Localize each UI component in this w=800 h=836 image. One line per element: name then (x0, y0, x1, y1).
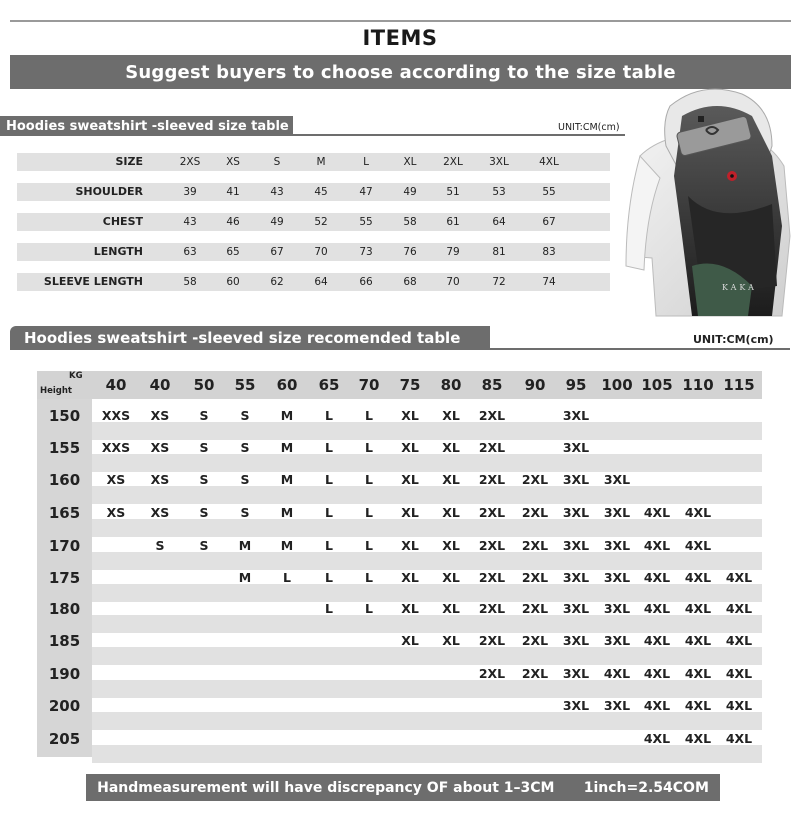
height-value: 165 (48, 504, 81, 522)
recommend-size-cell: L (365, 472, 373, 487)
recommend-size-cell: 2XL (521, 472, 549, 487)
recommend-size-cell: 3XL (603, 570, 631, 585)
recommend-size-cell: L (325, 570, 333, 585)
recommend-size-cell: XXS (101, 440, 131, 455)
size-row-label: SIZE (115, 155, 143, 168)
recommend-row-band (92, 422, 762, 440)
recommend-size-cell: M (280, 408, 294, 423)
weight-header-cell: 40 (105, 376, 127, 394)
height-label: Height (40, 386, 72, 396)
height-value: 190 (48, 665, 81, 683)
recommend-size-cell: 3XL (562, 666, 590, 681)
size-row-label: LENGTH (93, 245, 143, 258)
recommend-size-cell: XL (442, 633, 460, 648)
recommend-size-cell: 3XL (562, 538, 590, 553)
recommend-size-cell: XL (401, 538, 419, 553)
size-table-cell: 62 (270, 276, 284, 288)
recommend-size-cell: 4XL (725, 698, 753, 713)
recommend-size-cell: 2XL (521, 666, 549, 681)
footer-note: Handmeasurement will have discrepancy OF about 1–3CM (97, 779, 555, 796)
size-table-cell: 43 (270, 186, 284, 198)
recommend-size-cell: 3XL (562, 601, 590, 616)
recommend-row-band (92, 647, 762, 665)
recommend-size-cell: XXS (101, 408, 131, 423)
recommend-size-cell: 2XL (521, 570, 549, 585)
recommend-size-cell: XL (442, 440, 460, 455)
recommend-size-cell: S (199, 408, 209, 423)
size-table-cell: 72 (492, 276, 506, 288)
height-value: 200 (48, 697, 81, 715)
height-value: 150 (48, 407, 81, 425)
recommend-size-cell: 4XL (684, 698, 712, 713)
size-table-cell: 60 (226, 276, 240, 288)
hoodie-illustration (622, 86, 792, 318)
footer-note-banner (86, 774, 720, 801)
recommend-size-cell: L (365, 601, 373, 616)
recommend-size-cell: L (365, 505, 373, 520)
weight-header-cell: 40 (149, 376, 171, 394)
recommend-size-cell: 4XL (684, 570, 712, 585)
weight-header-cell: 60 (276, 376, 298, 394)
weight-header-cell: 90 (524, 376, 546, 394)
recommend-size-cell: XS (150, 440, 170, 455)
size-table-cell: 55 (359, 216, 373, 228)
recommend-size-cell: M (280, 538, 294, 553)
recommend-size-cell: L (365, 538, 373, 553)
size-table-cell: 2XS (179, 156, 201, 168)
recommend-size-cell: 2XL (478, 601, 506, 616)
size-table-cell: 45 (314, 186, 328, 198)
recommend-size-cell: S (199, 505, 209, 520)
size-table-cell: 74 (542, 276, 556, 288)
recommend-size-cell: XL (401, 601, 419, 616)
recommend-size-cell: 3XL (562, 570, 590, 585)
top-divider (10, 20, 791, 22)
recommend-size-cell: S (240, 472, 250, 487)
recommend-size-cell: 2XL (521, 601, 549, 616)
recommend-size-cell: S (199, 538, 209, 553)
size-table-cell: 39 (183, 186, 197, 198)
size-table-cell: 70 (314, 246, 328, 258)
recommend-row-band (92, 486, 762, 504)
recommend-size-cell: XL (401, 505, 419, 520)
size-table-cell: 83 (542, 246, 556, 258)
recommend-row-band (92, 745, 762, 763)
recommend-size-cell: 4XL (603, 666, 631, 681)
page-title: ITEMS (362, 26, 438, 50)
recommend-size-cell: 2XL (478, 408, 506, 423)
weight-header-cell: 50 (193, 376, 215, 394)
recommend-size-cell: XL (401, 633, 419, 648)
weight-header-cell: 95 (565, 376, 587, 394)
recommend-row-band (92, 712, 762, 730)
size-table-cell: 2XL (443, 156, 463, 168)
size-table-cell: 53 (492, 186, 506, 198)
recommend-size-cell: S (240, 408, 250, 423)
size-table-row (17, 213, 610, 231)
size-table-cell: 3XL (489, 156, 509, 168)
size-table-row (17, 153, 610, 171)
hoodie-print-text: KAKA (722, 283, 757, 292)
size-table-row (17, 243, 610, 261)
recommend-size-cell: 4XL (725, 570, 753, 585)
size-table-cell: 49 (270, 216, 284, 228)
recommend-size-cell: 4XL (643, 698, 671, 713)
recommend-size-cell: 3XL (603, 698, 631, 713)
recommend-size-cell: 3XL (562, 698, 590, 713)
recommend-size-cell: 3XL (603, 538, 631, 553)
footer-conversion: 1inch=2.54COM (583, 779, 709, 796)
size-table-cell: 70 (446, 276, 460, 288)
recommend-size-cell: L (365, 408, 373, 423)
recommend-size-cell: 4XL (725, 731, 753, 746)
recommend-size-cell: 4XL (684, 731, 712, 746)
recommend-size-cell: L (325, 505, 333, 520)
size-table-cell: 67 (270, 246, 284, 258)
size-table-cell: S (273, 156, 281, 168)
recommend-size-cell: XS (150, 472, 170, 487)
recommend-row-band (92, 552, 762, 570)
size-table-cell: 67 (542, 216, 556, 228)
weight-header-cell: 55 (234, 376, 256, 394)
size-table-row (17, 273, 610, 291)
recommend-size-cell: 4XL (643, 666, 671, 681)
size-row-label: SLEEVE LENGTH (43, 275, 143, 288)
size-table-title-text: Hoodies sweatshirt -sleeved size table (6, 118, 289, 134)
recommend-size-cell: L (325, 408, 333, 423)
weight-header-cell: 80 (440, 376, 462, 394)
recommend-size-cell: 4XL (684, 601, 712, 616)
recommend-table-unit: UNIT:CM(cm) (693, 333, 774, 346)
recommend-size-cell: L (325, 601, 333, 616)
size-table-cell: M (316, 156, 326, 168)
size-row-label: CHEST (102, 215, 143, 228)
recommend-size-cell: 2XL (478, 538, 506, 553)
recommend-size-cell: L (365, 570, 373, 585)
recommend-size-cell: 3XL (562, 472, 590, 487)
recommend-size-cell: 4XL (684, 538, 712, 553)
size-table-cell: 46 (226, 216, 240, 228)
recommend-size-cell: 4XL (684, 666, 712, 681)
recommend-size-cell: L (283, 570, 291, 585)
recommend-size-cell: 2XL (521, 505, 549, 520)
size-table-cell: XS (226, 156, 240, 168)
recommend-size-cell: XL (442, 570, 460, 585)
recommend-size-cell: S (240, 505, 250, 520)
recommend-size-cell: 2XL (478, 472, 506, 487)
recommend-size-cell: L (325, 538, 333, 553)
recommend-size-cell: 4XL (643, 538, 671, 553)
size-table-cell: 65 (226, 246, 240, 258)
recommend-row-band (92, 584, 762, 602)
recommend-size-cell: 2XL (521, 633, 549, 648)
size-table-cell: 41 (226, 186, 240, 198)
size-table-title (0, 116, 293, 136)
recommend-row-band (92, 454, 762, 472)
size-table-cell: 81 (492, 246, 506, 258)
recommend-size-cell: 3XL (603, 505, 631, 520)
recommend-size-cell: 4XL (643, 731, 671, 746)
recommend-size-cell: S (155, 538, 165, 553)
recommend-size-cell: XL (442, 408, 460, 423)
recommend-size-cell: XS (106, 472, 126, 487)
kg-label: KG (69, 371, 83, 381)
subtitle-banner (10, 55, 791, 89)
recommend-size-cell: 2XL (478, 570, 506, 585)
recommend-size-cell: 3XL (562, 440, 590, 455)
weight-header-cell: 75 (399, 376, 421, 394)
recommend-size-cell: XL (401, 408, 419, 423)
recommend-row-band (92, 680, 762, 698)
recommend-size-cell: 2XL (478, 666, 506, 681)
recommend-size-cell: 4XL (725, 666, 753, 681)
size-table-cell: 73 (359, 246, 373, 258)
size-table-cell: 64 (492, 216, 506, 228)
size-table-cell: 79 (446, 246, 460, 258)
recommend-size-cell: 4XL (643, 633, 671, 648)
size-table-cell: 68 (403, 276, 417, 288)
height-value: 185 (48, 632, 81, 650)
height-value: 175 (48, 569, 81, 587)
height-value: 170 (48, 537, 81, 555)
recommend-table-title (10, 326, 490, 350)
recommend-size-cell: XS (150, 505, 170, 520)
size-table-cell: 52 (314, 216, 328, 228)
size-table-cell: 58 (403, 216, 417, 228)
size-table-cell: XL (403, 156, 417, 168)
height-value: 160 (48, 471, 81, 489)
weight-header-cell: 110 (682, 376, 714, 394)
recommend-size-cell: 2XL (521, 538, 549, 553)
recommend-size-cell: 3XL (562, 408, 590, 423)
recommend-size-cell: 4XL (684, 633, 712, 648)
recommend-size-cell: 4XL (684, 505, 712, 520)
recommend-size-cell: 4XL (643, 570, 671, 585)
recommend-table-title-text: Hoodies sweatshirt -sleeved size recomended table (24, 329, 461, 347)
recommend-size-cell: XS (150, 408, 170, 423)
weight-header-cell: 105 (641, 376, 673, 394)
size-table-title-line (293, 134, 625, 136)
recommend-size-cell: L (365, 440, 373, 455)
recommend-size-cell: 4XL (643, 601, 671, 616)
size-row-label: SHOULDER (75, 185, 143, 198)
recommend-size-cell: 3XL (562, 633, 590, 648)
recommend-size-cell: 2XL (478, 633, 506, 648)
recommend-size-cell: 2XL (478, 505, 506, 520)
recommend-table-title-line (490, 348, 790, 350)
recommend-size-cell: 3XL (603, 601, 631, 616)
recommend-size-cell: XL (401, 570, 419, 585)
recommend-row-band (92, 519, 762, 537)
size-table-cell: 61 (446, 216, 460, 228)
recommend-size-cell: M (238, 570, 252, 585)
recommend-size-cell: S (240, 440, 250, 455)
size-table-unit: UNIT:CM(cm) (558, 122, 620, 133)
recommend-size-cell: 2XL (478, 440, 506, 455)
size-table-cell: 43 (183, 216, 197, 228)
recommend-size-cell: 4XL (643, 505, 671, 520)
weight-header-cell: 70 (358, 376, 380, 394)
recommend-size-cell: S (199, 440, 209, 455)
size-table-cell: 47 (359, 186, 373, 198)
height-value: 155 (48, 439, 81, 457)
recommend-size-cell: 3XL (603, 633, 631, 648)
height-value: 205 (48, 730, 81, 748)
recommend-size-cell: M (280, 505, 294, 520)
recommend-size-cell: M (280, 472, 294, 487)
recommend-size-cell: XL (442, 505, 460, 520)
weight-header-cell: 65 (318, 376, 340, 394)
hoodie-product-image (622, 86, 792, 318)
recommend-size-cell: 3XL (562, 505, 590, 520)
recommend-size-cell: XL (401, 472, 419, 487)
recommend-size-cell: L (325, 440, 333, 455)
recommend-size-cell: XL (401, 440, 419, 455)
size-table-row (17, 183, 610, 201)
size-table-cell: 51 (446, 186, 460, 198)
height-value: 180 (48, 600, 81, 618)
recommend-size-cell: S (199, 472, 209, 487)
size-table-cell: 4XL (539, 156, 559, 168)
weight-header-cell: 100 (601, 376, 633, 394)
recommend-size-cell: 4XL (725, 601, 753, 616)
recommend-size-cell: M (280, 440, 294, 455)
size-table-cell: 58 (183, 276, 197, 288)
size-table-cell: 76 (403, 246, 417, 258)
size-table-cell: 55 (542, 186, 556, 198)
size-table-cell: 49 (403, 186, 417, 198)
recommend-size-cell: 3XL (603, 472, 631, 487)
weight-header-cell: 85 (481, 376, 503, 394)
size-table-cell: L (363, 156, 369, 168)
recommend-size-cell: 4XL (725, 633, 753, 648)
size-table-cell: 66 (359, 276, 373, 288)
recommend-size-cell: XL (442, 472, 460, 487)
recommend-size-cell: XL (442, 601, 460, 616)
recommend-size-cell: XS (106, 505, 126, 520)
weight-header-cell: 115 (723, 376, 755, 394)
recommend-size-cell: XL (442, 538, 460, 553)
size-table-cell: 63 (183, 246, 197, 258)
size-table-cell: 64 (314, 276, 328, 288)
recommend-row-band (92, 615, 762, 633)
subtitle-text: Suggest buyers to choose according to the size table (125, 61, 676, 83)
recommend-size-cell: M (238, 538, 252, 553)
recommend-size-cell: L (325, 472, 333, 487)
